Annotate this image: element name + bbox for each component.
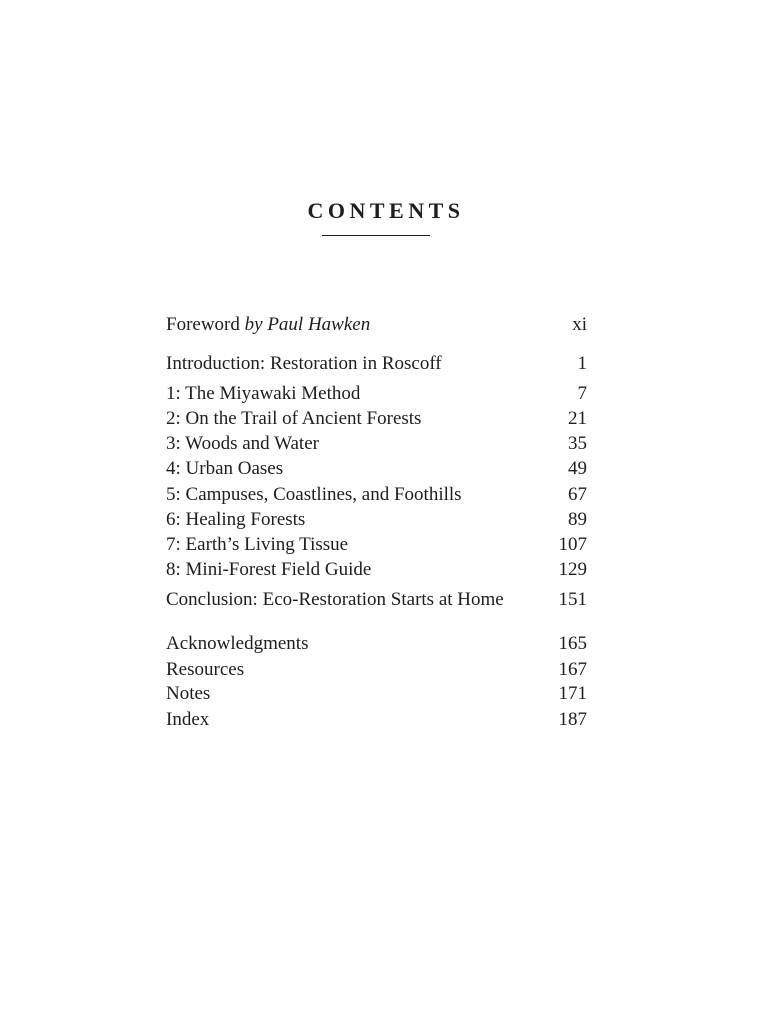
foreword-label: Foreword	[166, 314, 245, 335]
toc-entry-page: 67	[568, 484, 587, 505]
toc-entry-label: Index	[166, 709, 210, 730]
title-underline	[322, 235, 430, 236]
toc-entry-chapter-8[interactable]	[166, 558, 587, 582]
toc-entry-page: 35	[568, 433, 587, 454]
toc-entry-label: Notes	[166, 683, 211, 704]
toc-entry-page: 49	[568, 458, 587, 479]
toc-entry-page: 21	[568, 408, 587, 429]
toc-entry-page: 89	[568, 509, 587, 530]
toc-entry-chapter-2[interactable]	[166, 407, 587, 431]
toc-entry-page: 151	[558, 589, 587, 610]
page-title: CONTENTS	[307, 198, 465, 223]
foreword-author: by Paul Hawken	[244, 314, 371, 335]
toc-entry-label: 4: Urban Oases	[166, 458, 284, 479]
toc-entry-chapter-5[interactable]	[166, 483, 587, 507]
toc-entry-page: 7	[577, 383, 587, 404]
toc-entry-label	[166, 313, 370, 337]
toc-entry-page: 165	[558, 633, 587, 654]
toc-entry-page: 129	[558, 559, 587, 580]
toc-entry-label: Resources	[166, 659, 245, 680]
toc-entry-page: 1	[577, 353, 587, 374]
toc-entry-page: 171	[558, 683, 587, 704]
toc-entry-acknowledgments[interactable]	[166, 632, 587, 656]
toc-entry-notes[interactable]	[166, 682, 587, 706]
toc-entry-page: xi	[572, 314, 587, 335]
toc-entry-index[interactable]	[166, 708, 587, 732]
toc-entry-label: 6: Healing Forests	[166, 509, 306, 530]
toc-entry-conclusion[interactable]	[166, 588, 587, 612]
toc-entry-introduction[interactable]	[166, 352, 587, 376]
toc-entry-label: Acknowledgments	[166, 633, 309, 654]
toc-entry-label: Introduction: Restoration in Roscoff	[166, 353, 442, 374]
toc-entry-label: 5: Campuses, Coastlines, and Foothills	[166, 484, 462, 505]
toc-entry-chapter-4[interactable]	[166, 457, 587, 481]
toc-entry-page: 187	[558, 709, 587, 730]
toc-entry-chapter-6[interactable]	[166, 508, 587, 532]
toc-entry-foreword[interactable]	[166, 313, 587, 337]
toc-entry-chapter-3[interactable]	[166, 432, 587, 456]
toc-entry-page: 107	[558, 534, 587, 555]
toc-entry-chapter-7[interactable]	[166, 533, 587, 557]
toc-entry-label: 3: Woods and Water	[166, 433, 319, 454]
toc-entry-label: 7: Earth’s Living Tissue	[166, 534, 349, 555]
toc-entry-chapter-1[interactable]	[166, 382, 587, 406]
toc-entry-label: 1: The Miyawaki Method	[166, 383, 361, 404]
toc-entry-page: 167	[558, 659, 587, 680]
toc-entry-label: Conclusion: Eco-Restoration Starts at Home	[166, 589, 504, 610]
toc-entry-label: 2: On the Trail of Ancient Forests	[166, 408, 422, 429]
toc-entry-resources[interactable]	[166, 658, 587, 682]
toc-entry-label: 8: Mini-Forest Field Guide	[166, 559, 372, 580]
